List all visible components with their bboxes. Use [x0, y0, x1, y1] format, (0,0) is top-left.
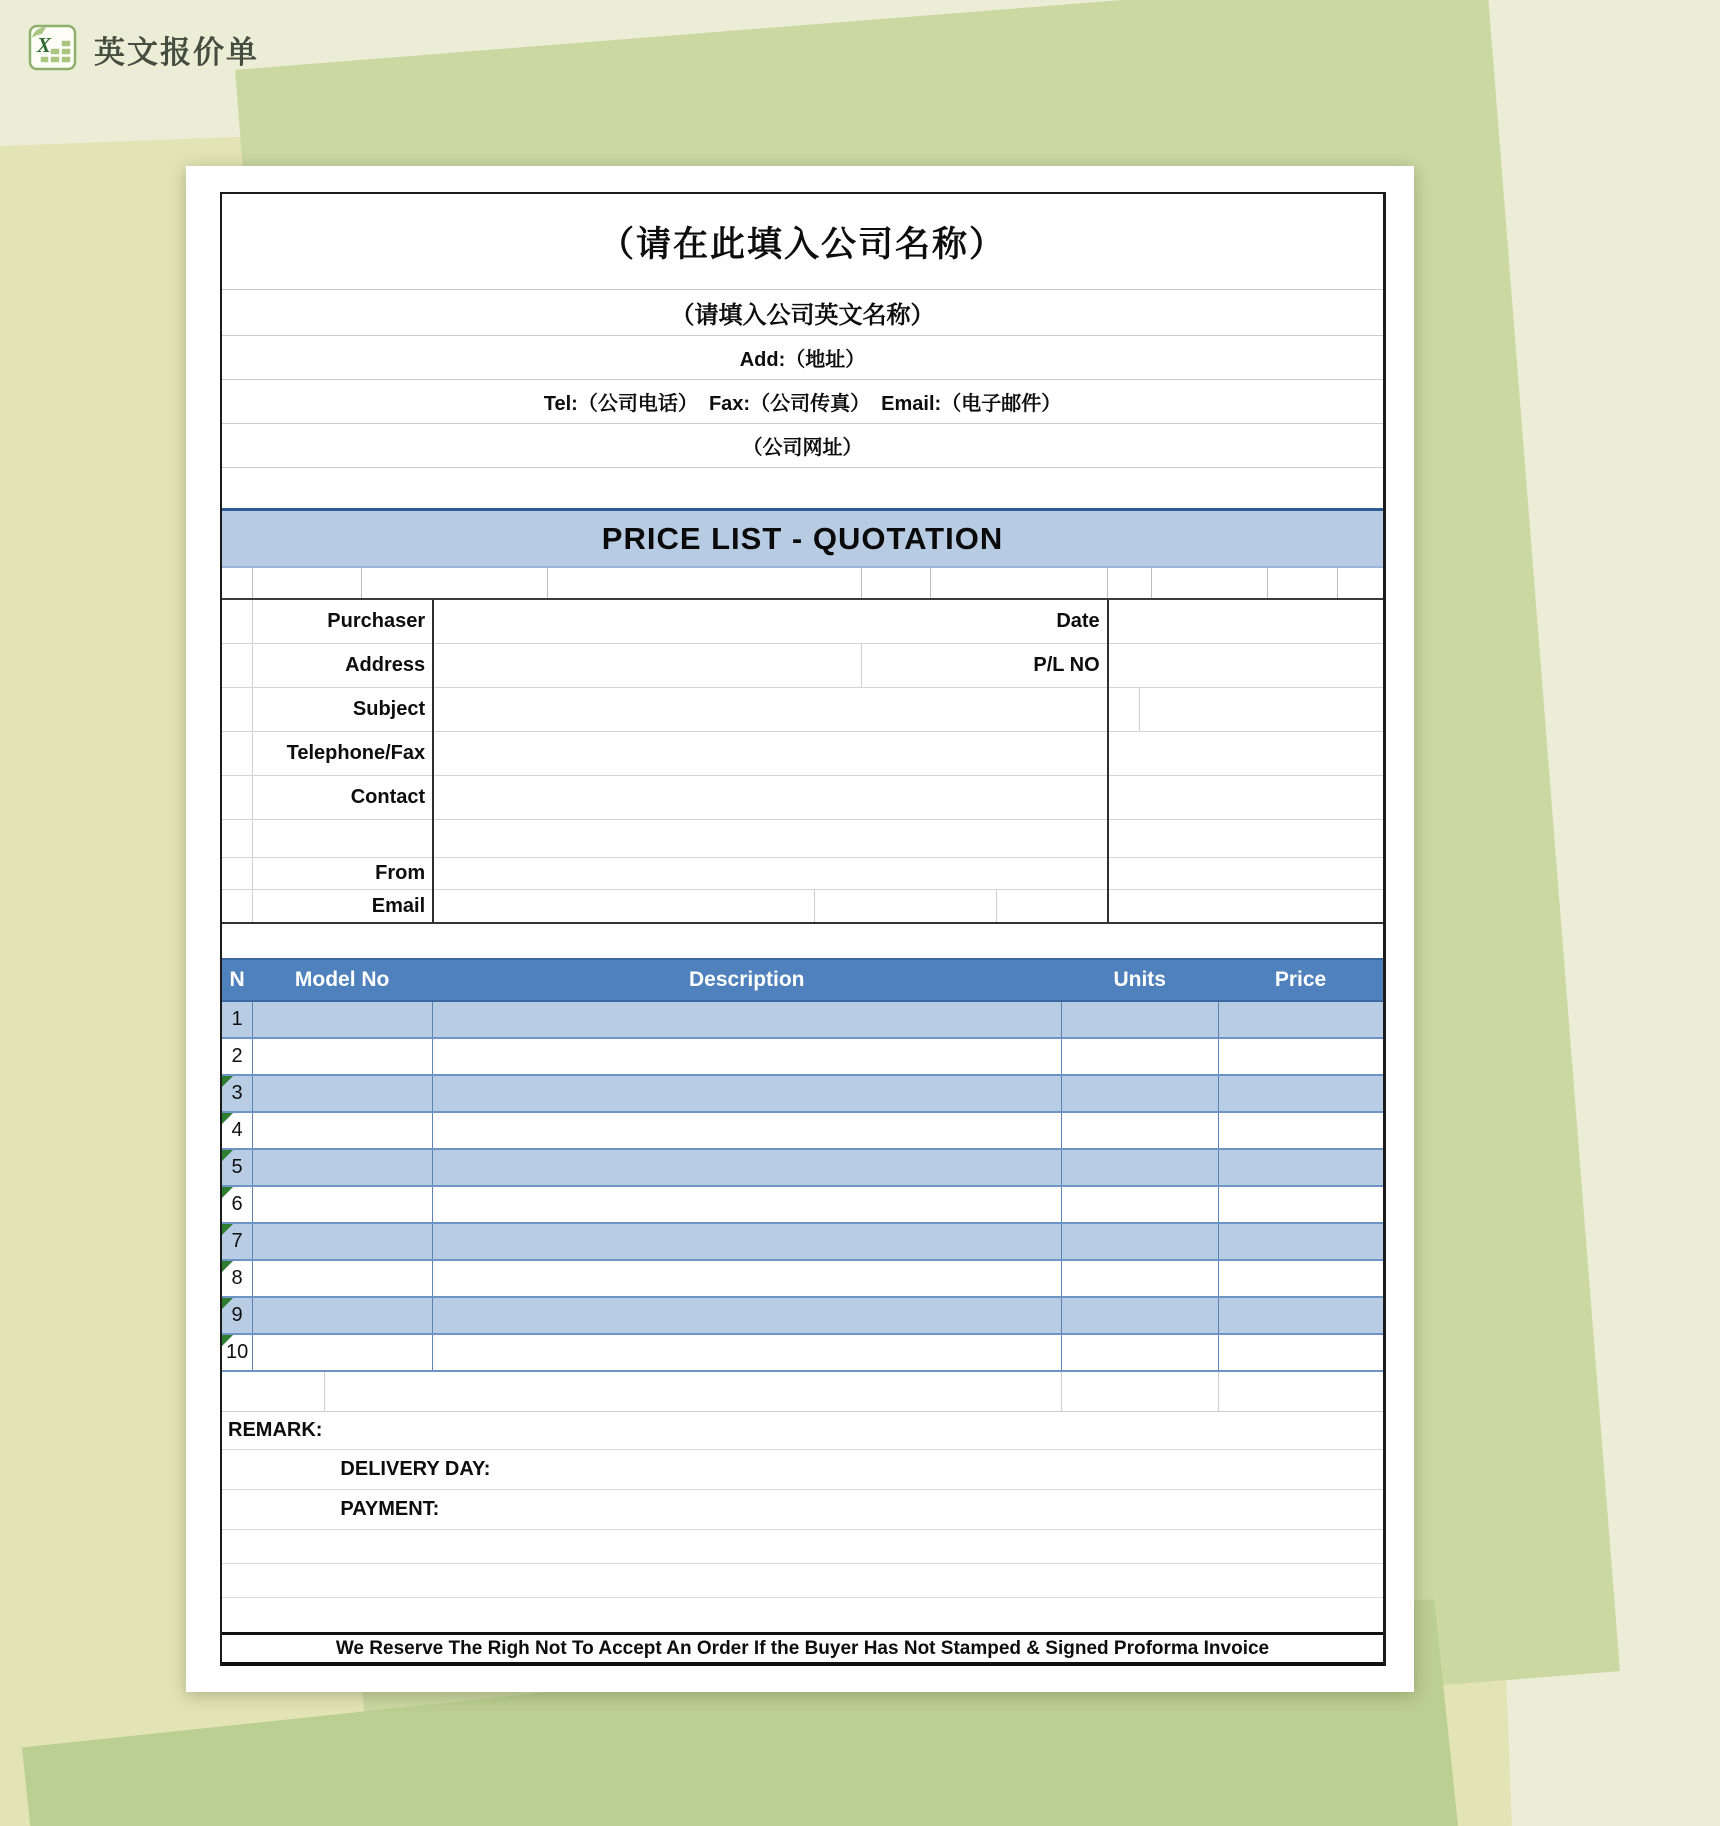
company-name-cell[interactable]: （请在此填入公司名称）	[222, 194, 1383, 290]
table-row	[222, 1002, 1383, 1039]
row-number: 9	[231, 1304, 243, 1326]
row-number: 5	[231, 1156, 243, 1178]
row-number-cell	[222, 1076, 252, 1111]
form-row-email	[222, 890, 1383, 922]
units-cell[interactable]	[1061, 1076, 1218, 1111]
row-number-cell	[222, 1150, 252, 1185]
page-title: 英文报价单	[94, 35, 259, 70]
units-cell[interactable]	[1061, 1335, 1218, 1370]
subject-label: Subject	[352, 698, 426, 720]
price-cell[interactable]	[1218, 1113, 1383, 1148]
company-address-cell[interactable]: Add:（地址）	[222, 336, 1383, 380]
titlebar	[28, 22, 259, 77]
row-number: 2	[231, 1045, 243, 1067]
price-table-body	[222, 1002, 1383, 1372]
table-row	[222, 1039, 1383, 1076]
green-flag-icon	[222, 1076, 233, 1087]
table-row	[222, 1187, 1383, 1224]
row-number-cell	[222, 1261, 252, 1296]
from-label: From	[375, 862, 426, 884]
green-flag-icon	[222, 1335, 233, 1346]
price-cell[interactable]	[1218, 1039, 1383, 1074]
column-header-n: N	[229, 968, 245, 991]
pl-no-label: P/L NO	[1033, 654, 1100, 676]
company-contact-cell[interactable]: Tel:（公司电话） Fax:（公司传真） Email:（电子邮件）	[222, 380, 1383, 424]
form-row-contact	[222, 776, 1383, 820]
spreadsheet	[220, 192, 1386, 1666]
spacer-row	[222, 1564, 1383, 1598]
company-name-en-cell[interactable]: （请填入公司英文名称）	[222, 290, 1383, 336]
contact-right-cell[interactable]	[1107, 776, 1383, 819]
delivery-day-row	[222, 1450, 1383, 1490]
units-cell[interactable]	[1061, 1298, 1218, 1333]
green-flag-icon	[222, 1224, 233, 1235]
green-flag-icon	[222, 1113, 233, 1124]
row-number-cell	[222, 1335, 252, 1370]
description-cell[interactable]	[432, 1076, 1061, 1111]
row-number: 3	[231, 1082, 243, 1104]
units-cell[interactable]	[1061, 1113, 1218, 1148]
green-flag-icon	[222, 1150, 233, 1161]
description-cell[interactable]	[432, 1039, 1061, 1074]
description-cell[interactable]	[432, 1335, 1061, 1370]
form-row-telephone-fax	[222, 732, 1383, 776]
model-no-cell[interactable]	[252, 1039, 432, 1074]
row-number-cell	[222, 1113, 252, 1148]
model-no-cell[interactable]	[252, 1150, 432, 1185]
row-number-cell	[222, 1039, 252, 1074]
table-row	[222, 1335, 1383, 1372]
form-row-subject	[222, 688, 1383, 732]
row-number: 7	[231, 1230, 243, 1252]
model-no-cell[interactable]	[252, 1113, 432, 1148]
contact-label: Contact	[350, 786, 426, 808]
spacer-row	[222, 468, 1383, 508]
model-no-cell[interactable]	[252, 1076, 432, 1111]
svg-text:X: X	[37, 33, 52, 57]
form-row-purchaser	[222, 600, 1383, 644]
units-cell[interactable]	[1061, 1261, 1218, 1296]
spacer-row	[222, 1598, 1383, 1632]
form-row-from	[222, 858, 1383, 890]
subject-right-cell[interactable]	[1107, 688, 1383, 731]
units-cell[interactable]	[1061, 1187, 1218, 1222]
pl-no-input-cell[interactable]	[1107, 644, 1383, 687]
delivery-day-input-cell[interactable]	[490, 1450, 1383, 1489]
row-number: 10	[225, 1341, 249, 1363]
table-row	[222, 1298, 1383, 1335]
row-number: 6	[231, 1193, 243, 1215]
remark-label: REMARK:	[228, 1419, 323, 1441]
email-right-cell[interactable]	[1107, 890, 1383, 922]
address-input-cell[interactable]	[432, 654, 1107, 677]
row-number: 8	[231, 1267, 243, 1289]
document-title-banner: PRICE LIST - QUOTATION	[222, 508, 1383, 568]
description-cell[interactable]	[432, 1187, 1061, 1222]
model-no-cell[interactable]	[252, 1298, 432, 1333]
payment-label: PAYMENT:	[340, 1498, 440, 1520]
green-flag-icon	[222, 1298, 233, 1309]
table-row	[222, 1261, 1383, 1298]
remark-row	[222, 1412, 1383, 1450]
price-cell[interactable]	[1218, 1187, 1383, 1222]
order-info-form	[222, 600, 1383, 924]
price-cell[interactable]	[1218, 1002, 1383, 1037]
model-no-cell[interactable]	[252, 1224, 432, 1259]
table-row	[222, 1076, 1383, 1113]
row-number-cell	[222, 1002, 252, 1037]
excel-icon	[28, 22, 78, 77]
row-number-cell	[222, 1224, 252, 1259]
spacer-row	[222, 924, 1383, 958]
price-cell[interactable]	[1218, 1224, 1383, 1259]
description-cell[interactable]	[432, 1150, 1061, 1185]
email-label: Email	[371, 894, 426, 917]
date-label: Date	[1056, 610, 1100, 632]
telephone-fax-right-cell[interactable]	[1107, 732, 1383, 775]
column-header-units: Units	[1113, 968, 1166, 991]
company-website-cell[interactable]: （公司网址）	[222, 424, 1383, 468]
price-cell[interactable]	[1218, 1150, 1383, 1185]
model-no-cell[interactable]	[252, 1002, 432, 1037]
table-row	[222, 1224, 1383, 1261]
units-cell[interactable]	[1061, 1150, 1218, 1185]
units-cell[interactable]	[1061, 1224, 1218, 1259]
units-cell[interactable]	[1061, 1002, 1218, 1037]
green-flag-icon	[222, 1187, 233, 1198]
table-row	[222, 1150, 1383, 1187]
purchaser-input-cell[interactable]	[432, 610, 1107, 633]
telephone-fax-label: Telephone/Fax	[286, 742, 426, 764]
model-no-cell[interactable]	[252, 1335, 432, 1370]
table-row	[222, 1113, 1383, 1150]
payment-input-cell[interactable]	[439, 1490, 1383, 1529]
green-flag-icon	[222, 1261, 233, 1272]
model-no-cell[interactable]	[252, 1261, 432, 1296]
units-cell[interactable]	[1061, 1039, 1218, 1074]
row-number: 4	[231, 1119, 243, 1141]
description-cell[interactable]	[432, 1002, 1061, 1037]
column-header-description: Description	[688, 968, 805, 991]
price-cell[interactable]	[1218, 1261, 1383, 1296]
spacer-row	[222, 1530, 1383, 1564]
price-cell[interactable]	[1218, 1076, 1383, 1111]
column-header-model-no: Model No	[294, 968, 390, 991]
price-cell[interactable]	[1218, 1298, 1383, 1333]
description-cell[interactable]	[432, 1298, 1061, 1333]
delivery-day-label: DELIVERY DAY:	[340, 1458, 491, 1480]
description-cell[interactable]	[432, 1113, 1061, 1148]
purchaser-label: Purchaser	[327, 610, 426, 632]
form-row-address	[222, 644, 1383, 688]
form-row-blank	[222, 820, 1383, 858]
payment-row	[222, 1490, 1383, 1530]
row-number: 1	[231, 1008, 243, 1030]
address-label: Address	[345, 654, 426, 676]
quotation-document	[186, 166, 1414, 1692]
from-right-cell[interactable]	[1107, 858, 1383, 889]
column-header-price: Price	[1274, 968, 1327, 991]
model-no-cell[interactable]	[252, 1187, 432, 1222]
spacer-row	[222, 1372, 1383, 1412]
description-cell[interactable]	[432, 1261, 1061, 1296]
description-cell[interactable]	[432, 1224, 1061, 1259]
date-input-cell[interactable]	[1107, 600, 1383, 643]
row-number-cell	[222, 1298, 252, 1333]
row-number-cell	[222, 1187, 252, 1222]
price-table-header	[222, 958, 1383, 1002]
price-cell[interactable]	[1218, 1335, 1383, 1370]
footer-note: We Reserve The Righ Not To Accept An Order If the Buyer Has Not Stamped & Signed Proforma Invoice	[222, 1632, 1383, 1666]
grid-spacer-row	[222, 568, 1383, 600]
remark-input-cell[interactable]	[322, 1412, 1383, 1449]
